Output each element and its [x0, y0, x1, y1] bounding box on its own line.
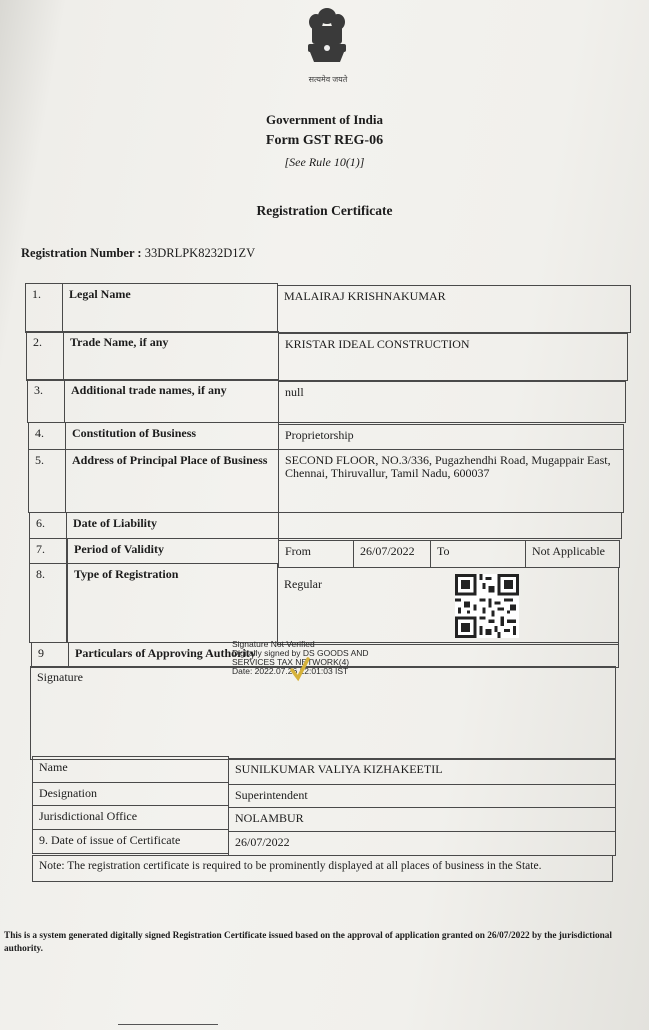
- row-2-value: KRISTAR IDEAL CONSTRUCTION: [278, 333, 628, 381]
- validity-from-value: 26/07/2022: [353, 540, 431, 568]
- jurisdictional-office-label: Jurisdictional Office: [32, 805, 229, 830]
- form-heading: Form GST REG-06: [265, 133, 384, 148]
- signature-label: Signature: [37, 670, 83, 684]
- row-9-label: Particulars of Approving Authority: [68, 642, 619, 668]
- validity-to-value: Not Applicable: [525, 540, 620, 568]
- name-label: Name: [32, 756, 229, 783]
- row-2-label: Trade Name, if any: [63, 331, 279, 381]
- validity-from-label: From: [278, 540, 354, 568]
- name-value: SUNILKUMAR VALIYA KIZHAKEETIL: [228, 758, 616, 785]
- row-4-value: Proprietorship: [278, 424, 624, 450]
- registration-number-value: 33DRLPK8232D1ZV: [144, 246, 256, 260]
- row-8-number: 8.: [29, 563, 67, 643]
- row-9-number: 9: [31, 642, 69, 668]
- row-7-label: Period of Validity: [67, 538, 279, 564]
- signature-cell: [30, 666, 616, 760]
- footer-disclaimer: This is a system generated digitally signed Registration Certificate issued based on the approval of application granted on 26/07/2022 by the jurisdictional authority.: [4, 931, 613, 955]
- qr-code-icon: [455, 574, 519, 638]
- row-3-number: 3.: [27, 379, 65, 423]
- row-5-value: SECOND FLOOR, NO.3/336, Pugazhendhi Road, Mugappair East, Chennai, Thiruvallur, Tamil Nadu, 600037: [278, 449, 624, 513]
- row-4-label: Constitution of Business: [65, 422, 279, 450]
- signature-signer: Digitally signed by DS GOODS AND: [232, 647, 369, 658]
- row-3-label: Additional trade names, if any: [64, 379, 279, 423]
- row-1-label: Legal Name: [62, 283, 278, 333]
- row-1-number: 1.: [25, 283, 63, 333]
- registration-number-label: Registration Number :: [21, 246, 142, 260]
- government-heading: Government of India: [266, 112, 383, 127]
- jurisdictional-office-value: NOLAMBUR: [228, 807, 616, 832]
- row-6-value: [278, 512, 622, 539]
- display-note: Note: The registration certificate is required to be prominently displayed at all places of business in the State.: [32, 855, 613, 882]
- registration-number: [21, 246, 255, 261]
- designation-label: Designation: [32, 782, 229, 806]
- signature-signer-org: SERVICES TAX NETWORK(4): [232, 656, 350, 667]
- issue-date-label: 9. Date of issue of Certificate: [32, 829, 229, 854]
- row-2-number: 2.: [26, 331, 64, 381]
- signature-status: Signature Not Verified: [232, 639, 315, 649]
- row-6-label: Date of Liability: [66, 512, 279, 539]
- row-4-number: 4.: [28, 422, 66, 450]
- row-5-number: 5.: [28, 449, 66, 513]
- row-6-number: 6.: [29, 512, 67, 539]
- signature-date: Date: 2022.07.26 22:01:03 IST: [232, 665, 349, 676]
- rule-reference: [See Rule 10(1)]: [284, 155, 365, 169]
- page-edge-divider: [118, 1024, 218, 1025]
- issue-date-value: 26/07/2022: [228, 831, 616, 856]
- row-8-value: Regular: [277, 567, 619, 645]
- emblem-motto: सत्यमेव जयते: [308, 75, 348, 84]
- row-5-label: Address of Principal Place of Business: [65, 449, 279, 513]
- national-emblem-icon: [300, 4, 354, 68]
- row-7-number: 7.: [29, 538, 67, 564]
- designation-value: Superintendent: [228, 784, 616, 808]
- verification-tick-icon: [290, 656, 310, 682]
- validity-to-label: To: [430, 540, 526, 568]
- row-8-label: Type of Registration: [67, 563, 278, 643]
- certificate-title: Registration Certificate: [256, 203, 393, 218]
- row-3-value: null: [278, 381, 626, 423]
- row-1-value: MALAIRAJ KRISHNAKUMAR: [277, 285, 631, 333]
